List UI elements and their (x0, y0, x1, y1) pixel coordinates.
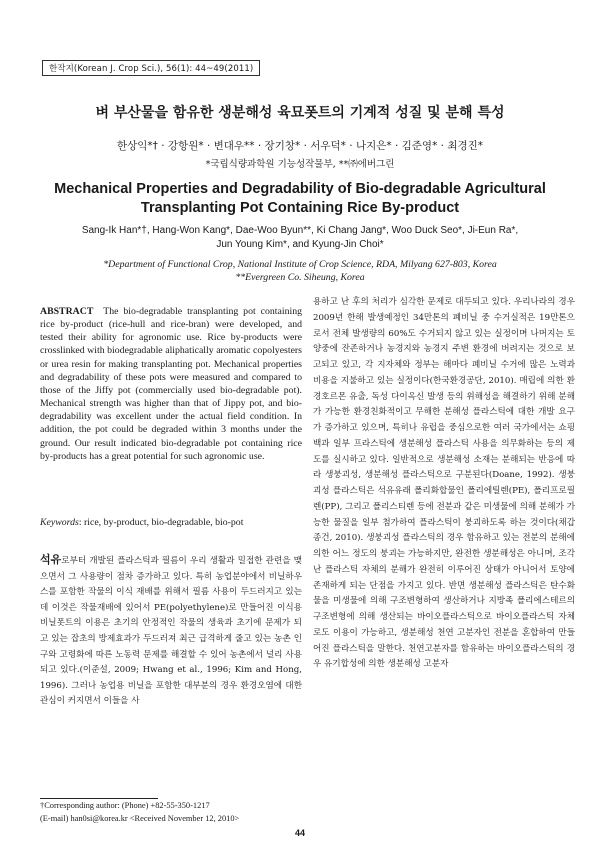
journal-citation-tag: 한작지(Korean J. Crop Sci.), 56(1): 44~49(2011) (42, 60, 260, 76)
keywords-label: Keywords (40, 517, 79, 528)
affiliation-korean: *국립식량과학원 기능성작물부, **㈜에버그린 (205, 159, 395, 170)
abstract-label: ABSTRACT (40, 306, 94, 317)
footnote-email: (E-mail) han0si@korea.kr <Received November 12, 2010> (40, 813, 240, 823)
footnote-corresponding: †Corresponding author: (Phone) +82-55-350-1217 (40, 801, 210, 810)
affiliation-english (0, 258, 600, 284)
abstract (40, 305, 302, 463)
authors-english (0, 224, 600, 252)
authors-english-line-1: Sang-Ik Han*†, Hang-Won Kang*, Dae-Woo Byun**, Ki Chang Jang*, Woo Duck Seo*, Ji-Eun Ra*, (81, 225, 519, 236)
footnote (40, 800, 310, 825)
authors-korean: 한상익*† · 강항원* · 변대우** · 장기창* · 서우덕* · 나지은* · 김준영* · 최경진* (116, 140, 484, 152)
introduction-right (313, 295, 575, 673)
affiliation-english-line-2: **Evergreen Co. Siheung, Korea (235, 272, 365, 283)
footnote-divider (40, 798, 158, 799)
keywords-text: : rice, by-product, bio-degradable, bio-pot (78, 517, 244, 528)
keywords (40, 517, 302, 528)
page-number: 44 (294, 828, 305, 838)
title-english (0, 180, 600, 218)
title-english-line-2: Transplanting Pot Containing Rice By-product (140, 200, 460, 216)
authors-english-line-2: Jun Young Kim*, and Kyung-Jin Choi* (216, 239, 384, 250)
introduction-left (40, 552, 302, 710)
abstract-text: The bio-degradable transplanting pot containing rice by-product (rice-hull and rice-bran) were developed, and tested their ability for agronomic use. Rice by-products were crosslinked with biodegradable aliphatically aromatic copolyesters or urea resin for making transplanting pot. Mechanical properties and degradability of these pots were measured and compared to those of the Jiffy pot (commercially used bio-degradable pot). Mechanical strength was higher than that of Jippy pot, and bio-degradability was excellent under the actual field condition. In addition, the pot could be degraded within 3 months under the ground. Our result indicated bio-degradable pot containing rice by-products has a great potential for such agronomic use. (40, 306, 302, 462)
title-korean: 벼 부산물을 함유한 생분해성 육묘폿트의 기계적 성질 및 분해 특성 (95, 105, 505, 121)
affiliation-english-line-1: *Department of Functional Crop, National Institute of Crop Science, RDA, Milyang 627-803, Korea (103, 259, 497, 270)
introduction-right-text: 용하고 난 후의 처리가 심각한 문제로 대두되고 있다. 우리나라의 경우 2009년 한해 발생예정인 34만톤의 폐비닐 중 수거실적은 19만톤으로서 전체 발생량의 60%도 수거되지 않고 있는 실정이며 나머지는 토양중에 잔존하거나 농경지와 농경지 주변 환경에 버려지는 것으로 보고되고 있고, 각 지자체와 정부는 해마다 폐비닐 수거에 많은 노력과 비용을 지불하고 있는 실정이다(한국환경공단, 2010). 매립에 의한 환경호르몬 유출, 독성 다이옥신 발생 등의 위해성을 해결하기 위해 분해가 가능한 환경친화적이고 무해한 분해성 플라스틱에 대한 개발 요구가 증가하고 있으며, 특히나 유럽을 중심으로한 여러 국가에서는 쇼핑백과 일부 프라스틱에 생분해성 플라스틱 사용을 의무화하는 등의 제도를 실시하고 있다. 일반적으로 생분해성 소재는 분해되는 반응에 따라 생붕괴성, 생분해성 플라스틱으로 구분된다(Doane, 1992). 생붕괴성 플라스틱은 석유유래 폴리화합물인 폴리에틸렌(PE), 폴리프로필렌(PP), 그리고 폴리스티렌 등에 전분과 같은 미생물에 의해 분해가 가능한 물질을 일부 첨가하여 플라스틱이 붕괴하도록 하는 것이다(채갑종건, 2010). 생붕괴성 플라스틱의 경우 함유하고 있는 전분의 분해에 의한 어느 정도의 붕괴는 가능하지만, 완전한 생분해성은 아니며, 조각난 플라스틱 자체의 분해가 완전히 이루어진 상태가 아니어서 토양에 존재하게 되는 단점을 가지고 있다. 반면 생분해성 플라스틱은 탄수화물을 미생물에 의해 구조변형하여 생산하거나 지방족 폴리에스테르의 구조변형에 의해 생산되는 바이오플라스틱으로 바이오플라스틱 자체로도 이용이 가능하고, 생분해성 천연 고분자인 전분을 혼합하여 만들어진 플라스틱을 말한다. 천연고분자를 함유하는 바이오플라스틱의 경우 유기합성에 의한 생분해성 고분자 (313, 297, 575, 670)
title-english-line-1: Mechanical Properties and Degradability of Bio-degradable Agricultural (54, 181, 546, 197)
introduction-text: 로부터 개발된 플라스틱과 필름이 우리 생활과 밀접한 관련을 맺으면서 그 사용량이 점차 증가하고 있다. 특히 농업분야에서 비닐하우스를 포함한 작물의 이식 재배를 위해서 필름 사용이 두드러지고 있는데 이것은 작물재배에 있어서 PE(polyethylene)로 만들어진 이식용 비닐폿트의 이용은 초기의 안정적인 작물의 생육과 초기에 문제가 되고 있는 잡초의 방제효과가 두드러져 최근 급격하게 줄고 있는 농촌 인구와 고령화에 따른 노동력 문제를 해결할 수 있어 농촌에서 널리 사용되고 있다.(이준설, 2009; Hwang et al., 1996; Kim and Hong, 1996). 그러나 농업용 비닐을 포함한 대부분의 경우 환경오염에 대한 관심이 커지면서 이들을 사 (40, 556, 302, 707)
introduction-lead-word: 석유 (40, 553, 62, 566)
